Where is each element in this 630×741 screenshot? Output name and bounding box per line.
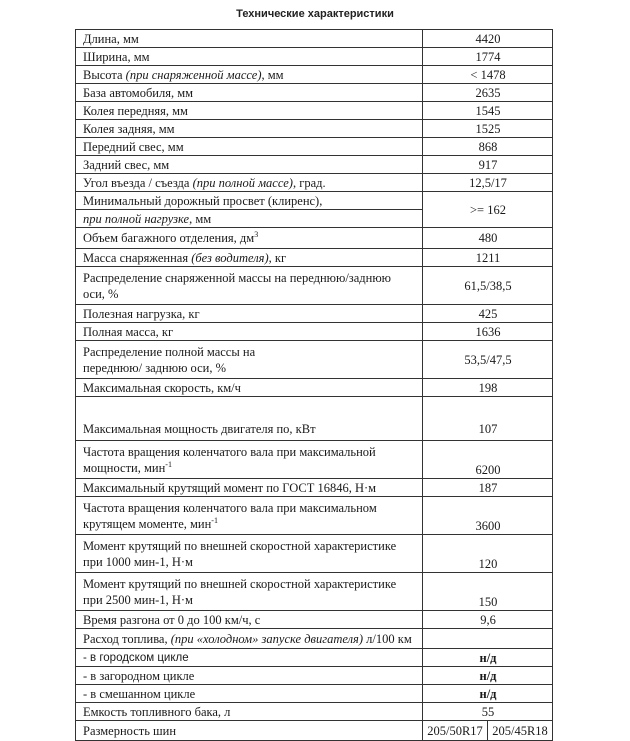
row-label: Максимальная мощность двигателя по, кВт — [76, 397, 423, 441]
row-value: 480 — [423, 228, 553, 249]
row-value: 61,5/38,5 — [423, 267, 553, 305]
row-label: Момент крутящий по внешней скоростной характеристике при 2500 мин-1, Н·м — [76, 573, 423, 611]
table-row — [76, 228, 553, 249]
label-superscript: 3 — [254, 229, 259, 239]
label-text: Объем багажного отделения, дм — [83, 231, 255, 245]
label-unit: , кг — [268, 250, 287, 265]
row-value: 1525 — [423, 120, 553, 138]
table-row — [76, 649, 553, 667]
table-row — [76, 535, 553, 573]
row-value: 120 — [423, 535, 553, 573]
table-row — [76, 174, 553, 192]
row-label — [76, 441, 423, 479]
row-label: Длина, мм — [76, 30, 423, 48]
row-value — [423, 629, 553, 649]
row-label: Момент крутящий по внешней скоростной характеристике при 1000 мин-1, Н·м — [76, 535, 423, 573]
label-italic: (без водителя) — [191, 250, 269, 265]
row-value: 868 — [423, 138, 553, 156]
table-row — [76, 479, 553, 497]
row-value: 107 — [423, 397, 553, 441]
label-unit: л/100 км — [363, 631, 412, 646]
row-label — [76, 174, 423, 192]
tire-size-value: 205/50R17 — [423, 721, 488, 741]
label-text: Угол въезда / съезда — [83, 175, 193, 190]
table-row — [76, 341, 553, 379]
label-italic: (при «холодном» запуске двигателя) — [170, 631, 364, 646]
row-label — [76, 341, 423, 379]
table-row — [76, 721, 553, 741]
table-row — [76, 102, 553, 120]
row-value: 1636 — [423, 323, 553, 341]
row-value: н/д — [423, 667, 553, 685]
row-label — [76, 66, 423, 84]
document-title: Технические характеристики — [236, 8, 394, 20]
row-value: 55 — [423, 703, 553, 721]
table-row — [76, 611, 553, 629]
row-value: н/д — [423, 685, 553, 703]
table-row — [76, 138, 553, 156]
label-superscript: -1 — [211, 515, 218, 525]
row-label: Размерность шин — [76, 721, 423, 741]
table-row — [76, 441, 553, 479]
row-label: Максимальный крутящий момент по ГОСТ 16846, Н·м — [76, 479, 423, 497]
table-row — [76, 703, 553, 721]
table-row — [76, 397, 553, 441]
row-value: 9,6 — [423, 611, 553, 629]
tire-size-value: 205/45R18 — [488, 721, 553, 741]
label-text: Высота — [83, 67, 126, 82]
row-value: 53,5/47,5 — [423, 341, 553, 379]
label-text: Частота вращения коленчатого вала при максимальной мощности, мин — [83, 444, 376, 475]
table-row — [76, 48, 553, 66]
table-row — [76, 667, 553, 685]
row-label — [76, 629, 423, 649]
row-value: 3600 — [423, 497, 553, 535]
table-row — [76, 379, 553, 397]
label-superscript: -1 — [165, 459, 172, 469]
row-label — [76, 210, 423, 228]
table-row — [76, 497, 553, 535]
row-value: 2635 — [423, 84, 553, 102]
row-value: 1211 — [423, 249, 553, 267]
label-line: Распределение полной массы на — [83, 344, 256, 359]
row-label: Полезная нагрузка, кг — [76, 305, 423, 323]
table-row — [76, 30, 553, 48]
row-value: 917 — [423, 156, 553, 174]
label-unit: , мм — [189, 211, 212, 226]
row-value: н/д — [423, 649, 553, 667]
row-label: - в городском цикле — [76, 649, 423, 667]
row-value: 4420 — [423, 30, 553, 48]
row-label: Время разгона от 0 до 100 км/ч, с — [76, 611, 423, 629]
table-row — [76, 305, 553, 323]
table-row — [76, 629, 553, 649]
label-text: Частота вращения коленчатого вала при максимальном крутящем моменте, мин — [83, 500, 377, 531]
row-label — [76, 228, 423, 249]
row-label: - в загородном цикле — [76, 667, 423, 685]
row-label: Колея передняя, мм — [76, 102, 423, 120]
row-value: 150 — [423, 573, 553, 611]
label-italic: (при полной массе) — [192, 175, 293, 190]
table-row — [76, 192, 553, 210]
table-row — [76, 573, 553, 611]
row-label: Максимальная скорость, км/ч — [76, 379, 423, 397]
row-value: 6200 — [423, 441, 553, 479]
row-value: >= 162 — [423, 192, 553, 228]
row-value: 1545 — [423, 102, 553, 120]
label-unit: , град. — [292, 175, 326, 190]
table-row — [76, 267, 553, 305]
table-row — [76, 120, 553, 138]
label-unit: , мм — [261, 67, 284, 82]
table-row — [76, 323, 553, 341]
row-value: 198 — [423, 379, 553, 397]
row-value: 425 — [423, 305, 553, 323]
row-label — [76, 249, 423, 267]
label-text: Масса снаряженная — [83, 250, 192, 265]
row-value: 12,5/17 — [423, 174, 553, 192]
row-label: Минимальный дорожный просвет (клиренс), — [76, 192, 423, 210]
row-label: Емкость топливного бака, л — [76, 703, 423, 721]
row-value: < 1478 — [423, 66, 553, 84]
row-label — [76, 497, 423, 535]
table-row — [76, 84, 553, 102]
table-row — [76, 249, 553, 267]
table-row — [76, 66, 553, 84]
row-label: - в смешанном цикле — [76, 685, 423, 703]
row-label: Передний свес, мм — [76, 138, 423, 156]
label-italic: (при снаряженной массе) — [125, 67, 262, 82]
table-row — [76, 685, 553, 703]
table-row — [76, 156, 553, 174]
row-label: Колея задняя, мм — [76, 120, 423, 138]
row-value: 187 — [423, 479, 553, 497]
row-label: База автомобиля, мм — [76, 84, 423, 102]
row-value: 1774 — [423, 48, 553, 66]
row-label: Полная масса, кг — [76, 323, 423, 341]
row-label: Ширина, мм — [76, 48, 423, 66]
row-label: Распределение снаряженной массы на переднюю/заднюю оси, % — [76, 267, 423, 305]
label-line: переднюю/ заднюю оси, % — [83, 360, 226, 375]
label-italic: при полной нагрузке — [83, 211, 190, 226]
row-label: Задний свес, мм — [76, 156, 423, 174]
specs-table — [75, 29, 553, 741]
label-text: Расход топлива, — [83, 631, 171, 646]
